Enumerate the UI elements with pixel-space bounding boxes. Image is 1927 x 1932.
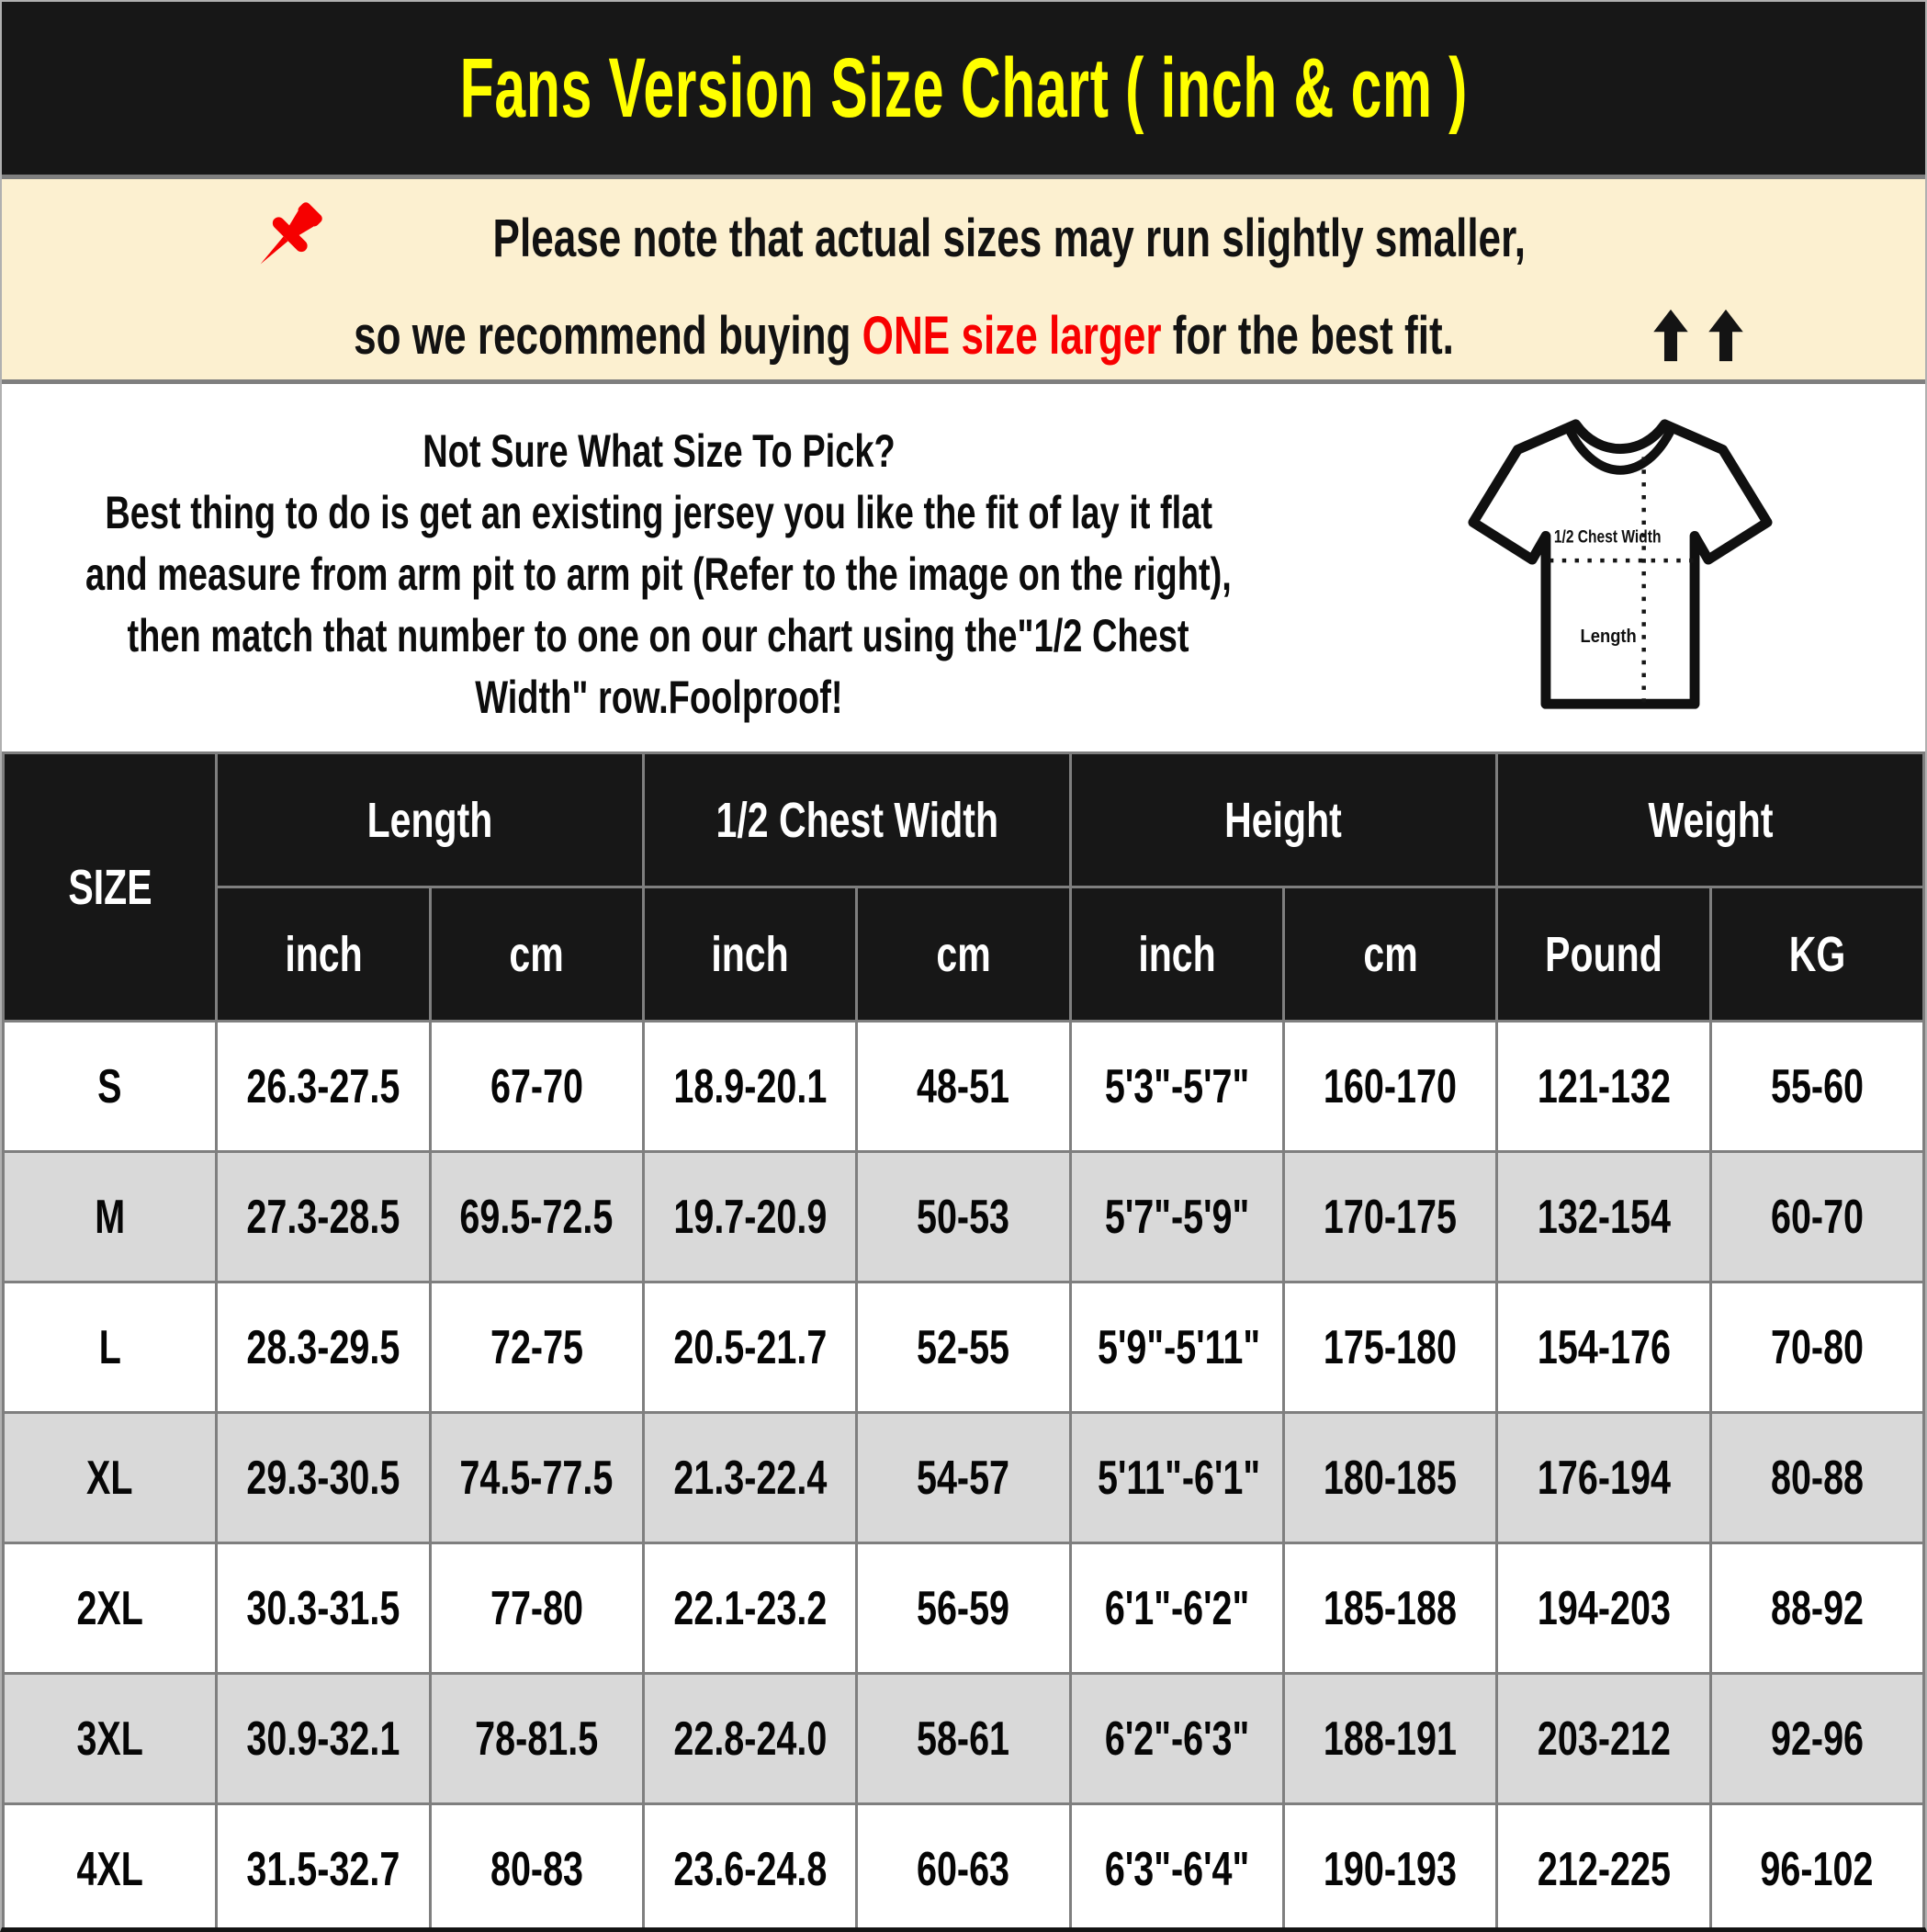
table-cell bbox=[430, 1674, 643, 1804]
cell-value: 19.7-20.9 bbox=[673, 1190, 828, 1244]
note-line-1 bbox=[238, 193, 1689, 285]
cell-value: 22.8-24.0 bbox=[673, 1712, 828, 1766]
instructions-line: Width" row.Foolproof! bbox=[474, 671, 843, 723]
cell-value: 48-51 bbox=[917, 1059, 1010, 1113]
cell-value: 22.1-23.2 bbox=[673, 1581, 828, 1635]
cell-value: 78-81.5 bbox=[475, 1712, 599, 1766]
cell-value: 72-75 bbox=[490, 1320, 583, 1374]
cell-value: XL bbox=[86, 1451, 133, 1505]
table-cell bbox=[4, 1543, 217, 1674]
cell-value: 176-194 bbox=[1537, 1451, 1671, 1505]
instructions-line: Best thing to do is get an existing jersey you like the fit of lay it flat bbox=[105, 486, 1212, 538]
subheader-inch bbox=[217, 887, 430, 1022]
cell-value: 6'3"-6'4" bbox=[1104, 1842, 1249, 1896]
instructions bbox=[2, 384, 1315, 751]
table-cell bbox=[1283, 1282, 1496, 1413]
table-row-4xl bbox=[4, 1804, 1924, 1932]
cell-value: 20.5-21.7 bbox=[673, 1320, 828, 1374]
table-cell bbox=[1070, 1674, 1283, 1804]
tshirt-icon bbox=[1466, 404, 1775, 731]
table-cell bbox=[1283, 1022, 1496, 1152]
column-header-length bbox=[217, 753, 644, 887]
chest-width-label: 1/2 Chest Width bbox=[1553, 526, 1662, 548]
table-cell bbox=[430, 1022, 643, 1152]
table-cell bbox=[1283, 1543, 1496, 1674]
table-cell bbox=[1283, 1413, 1496, 1543]
cell-value: 194-203 bbox=[1537, 1581, 1671, 1635]
table-cell bbox=[1070, 1413, 1283, 1543]
table-cell bbox=[4, 1804, 217, 1932]
cell-value: 185-188 bbox=[1324, 1581, 1458, 1635]
subheader-label: Pound bbox=[1545, 926, 1662, 982]
cell-value: 132-154 bbox=[1537, 1190, 1671, 1244]
table-cell bbox=[430, 1543, 643, 1674]
length-label: Length bbox=[1580, 626, 1637, 648]
pushpin-icon bbox=[238, 193, 330, 285]
cell-value: 74.5-77.5 bbox=[459, 1451, 614, 1505]
column-header-height-label: Height bbox=[1224, 792, 1343, 848]
table-subheader-row bbox=[4, 887, 1924, 1022]
cell-value: 29.3-30.5 bbox=[246, 1451, 400, 1505]
column-header-length-label: Length bbox=[366, 792, 493, 848]
table-cell bbox=[4, 1674, 217, 1804]
table-cell bbox=[217, 1804, 430, 1932]
table-cell bbox=[644, 1543, 857, 1674]
cell-value: 170-175 bbox=[1324, 1190, 1458, 1244]
subheader-cm bbox=[1283, 887, 1496, 1022]
cell-value: 212-225 bbox=[1537, 1842, 1671, 1896]
table-cell bbox=[430, 1804, 643, 1932]
table-row-m bbox=[4, 1152, 1924, 1282]
note-text-2-pre: so we recommend buying bbox=[354, 305, 862, 366]
table-cell bbox=[1283, 1674, 1496, 1804]
table-row-l bbox=[4, 1282, 1924, 1413]
table-cell bbox=[1283, 1804, 1496, 1932]
cell-value: 67-70 bbox=[490, 1059, 583, 1113]
cell-value: 6'1"-6'2" bbox=[1104, 1581, 1249, 1635]
cell-value: 69.5-72.5 bbox=[459, 1190, 614, 1244]
cell-value: 70-80 bbox=[1770, 1320, 1864, 1374]
subheader-label: inch bbox=[284, 926, 363, 982]
cell-value: 55-60 bbox=[1770, 1059, 1864, 1113]
cell-value: 180-185 bbox=[1324, 1451, 1458, 1505]
column-header-weight-label: Weight bbox=[1648, 792, 1774, 848]
table-cell bbox=[1710, 1022, 1923, 1152]
page-title: Fans Version Size Chart ( inch & cm ) bbox=[459, 40, 1468, 135]
column-header-size-label: SIZE bbox=[68, 859, 152, 915]
cell-value: 154-176 bbox=[1537, 1320, 1671, 1374]
table-cell bbox=[1710, 1543, 1923, 1674]
cell-value: 26.3-27.5 bbox=[246, 1059, 400, 1113]
note-text-1: Please note that actual sizes may run slightly smaller, bbox=[492, 209, 1527, 268]
subheader-label: inch bbox=[1138, 926, 1216, 982]
table-cell bbox=[644, 1152, 857, 1282]
cell-value: 21.3-22.4 bbox=[673, 1451, 828, 1505]
table-cell bbox=[1497, 1152, 1710, 1282]
cell-value: 60-63 bbox=[917, 1842, 1010, 1896]
table-cell bbox=[1710, 1413, 1923, 1543]
subheader-label: cm bbox=[1362, 926, 1418, 982]
table-cell bbox=[430, 1152, 643, 1282]
table-cell bbox=[1070, 1804, 1283, 1932]
instructions-line: then match that number to one on our chart using the"1/2 Chest bbox=[128, 609, 1190, 661]
cell-value: 30.3-31.5 bbox=[246, 1581, 400, 1635]
table-row-3xl bbox=[4, 1674, 1924, 1804]
subheader-cm bbox=[430, 887, 643, 1022]
table-cell bbox=[1070, 1152, 1283, 1282]
table-cell bbox=[644, 1022, 857, 1152]
size-table bbox=[2, 751, 1925, 1932]
instructions-line: and measure from arm pit to arm pit (Refer to the image on the right), bbox=[85, 548, 1232, 600]
note-text-2-post: for the best fit. bbox=[1161, 305, 1454, 366]
table-cell bbox=[1070, 1282, 1283, 1413]
cell-value: 58-61 bbox=[917, 1712, 1010, 1766]
note-banner bbox=[2, 175, 1925, 384]
cell-value: 77-80 bbox=[490, 1581, 583, 1635]
table-cell bbox=[1710, 1282, 1923, 1413]
cell-value: 160-170 bbox=[1324, 1059, 1458, 1113]
subheader-label: inch bbox=[711, 926, 789, 982]
up-arrows-icon bbox=[1650, 308, 1747, 363]
subheader-cm bbox=[857, 887, 1070, 1022]
table-cell bbox=[857, 1022, 1070, 1152]
cell-value: 50-53 bbox=[917, 1190, 1010, 1244]
cell-value: 3XL bbox=[76, 1712, 143, 1766]
table-cell bbox=[430, 1282, 643, 1413]
cell-value: 121-132 bbox=[1537, 1059, 1671, 1113]
cell-value: 175-180 bbox=[1324, 1320, 1458, 1374]
table-cell bbox=[1497, 1674, 1710, 1804]
table-cell bbox=[644, 1282, 857, 1413]
cell-value: 56-59 bbox=[917, 1581, 1010, 1635]
subheader-inch bbox=[644, 887, 857, 1022]
cell-value: 96-102 bbox=[1760, 1842, 1874, 1896]
table-cell bbox=[4, 1152, 217, 1282]
cell-value: 27.3-28.5 bbox=[246, 1190, 400, 1244]
column-header-height bbox=[1070, 753, 1497, 887]
table-row-2xl bbox=[4, 1543, 1924, 1674]
column-header-chest-width bbox=[644, 753, 1071, 887]
cell-value: 188-191 bbox=[1324, 1712, 1458, 1766]
column-header-size bbox=[4, 753, 217, 1022]
subheader-pound bbox=[1497, 887, 1710, 1022]
cell-value: S bbox=[97, 1059, 122, 1113]
cell-value: 60-70 bbox=[1770, 1190, 1864, 1244]
table-cell bbox=[857, 1543, 1070, 1674]
table-cell bbox=[217, 1152, 430, 1282]
table-cell bbox=[857, 1282, 1070, 1413]
table-cell bbox=[857, 1804, 1070, 1932]
cell-value: 80-88 bbox=[1770, 1451, 1864, 1505]
cell-value: 2XL bbox=[76, 1581, 143, 1635]
table-cell bbox=[1070, 1022, 1283, 1152]
cell-value: 190-193 bbox=[1324, 1842, 1458, 1896]
table-cell bbox=[857, 1152, 1070, 1282]
column-header-weight bbox=[1497, 753, 1924, 887]
subheader-label: KG bbox=[1788, 926, 1846, 982]
instructions-heading: Not Sure What Size To Pick? bbox=[422, 424, 896, 477]
table-cell bbox=[217, 1543, 430, 1674]
table-cell bbox=[1070, 1543, 1283, 1674]
instructions-section bbox=[2, 384, 1925, 751]
table-cell bbox=[217, 1282, 430, 1413]
title-bar bbox=[2, 2, 1925, 175]
table-cell bbox=[1497, 1543, 1710, 1674]
table-cell bbox=[217, 1413, 430, 1543]
table-cell bbox=[857, 1413, 1070, 1543]
one-size-larger-text: ONE size larger bbox=[862, 305, 1162, 366]
table-cell bbox=[1710, 1804, 1923, 1932]
table-cell bbox=[644, 1674, 857, 1804]
table-cell bbox=[1710, 1152, 1923, 1282]
subheader-inch bbox=[1070, 887, 1283, 1022]
cell-value: 31.5-32.7 bbox=[246, 1842, 400, 1896]
table-row-s bbox=[4, 1022, 1924, 1152]
table-cell bbox=[217, 1022, 430, 1152]
cell-value: 80-83 bbox=[490, 1842, 583, 1896]
table-row-xl bbox=[4, 1413, 1924, 1543]
cell-value: 203-212 bbox=[1537, 1712, 1671, 1766]
cell-value: 18.9-20.1 bbox=[673, 1059, 828, 1113]
table-cell bbox=[644, 1804, 857, 1932]
table-cell bbox=[1497, 1022, 1710, 1152]
cell-value: 5'9"-5'11" bbox=[1097, 1320, 1260, 1374]
cell-value: M bbox=[95, 1190, 126, 1244]
cell-value: 6'2"-6'3" bbox=[1104, 1712, 1249, 1766]
subheader-label: cm bbox=[936, 926, 991, 982]
table-cell bbox=[217, 1674, 430, 1804]
cell-value: 5'11"-6'1" bbox=[1097, 1451, 1260, 1505]
note-line-2 bbox=[180, 305, 1747, 367]
cell-value: 23.6-24.8 bbox=[673, 1842, 828, 1896]
table-cell bbox=[1710, 1674, 1923, 1804]
table-cell bbox=[1497, 1282, 1710, 1413]
cell-value: 52-55 bbox=[917, 1320, 1010, 1374]
column-header-chest-width-label: 1/2 Chest Width bbox=[716, 792, 998, 848]
table-cell bbox=[4, 1282, 217, 1413]
table-cell bbox=[430, 1413, 643, 1543]
note-text-2 bbox=[354, 305, 1454, 367]
cell-value: 28.3-29.5 bbox=[246, 1320, 400, 1374]
table-cell bbox=[1283, 1152, 1496, 1282]
table-cell bbox=[1497, 1413, 1710, 1543]
cell-value: 92-96 bbox=[1770, 1712, 1864, 1766]
table-group-header-row bbox=[4, 753, 1924, 887]
cell-value: 30.9-32.1 bbox=[246, 1712, 400, 1766]
cell-value: 88-92 bbox=[1770, 1581, 1864, 1635]
table-cell bbox=[857, 1674, 1070, 1804]
subheader-kg bbox=[1710, 887, 1923, 1022]
subheader-label: cm bbox=[509, 926, 564, 982]
cell-value: 54-57 bbox=[917, 1451, 1010, 1505]
cell-value: 5'7"-5'9" bbox=[1104, 1190, 1249, 1244]
cell-value: 4XL bbox=[76, 1842, 143, 1896]
table-cell bbox=[4, 1413, 217, 1543]
cell-value: L bbox=[98, 1320, 121, 1374]
tshirt-diagram bbox=[1315, 384, 1925, 751]
table-cell bbox=[1497, 1804, 1710, 1932]
cell-value: 5'3"-5'7" bbox=[1104, 1059, 1249, 1113]
table-cell bbox=[644, 1413, 857, 1543]
table-cell bbox=[4, 1022, 217, 1152]
